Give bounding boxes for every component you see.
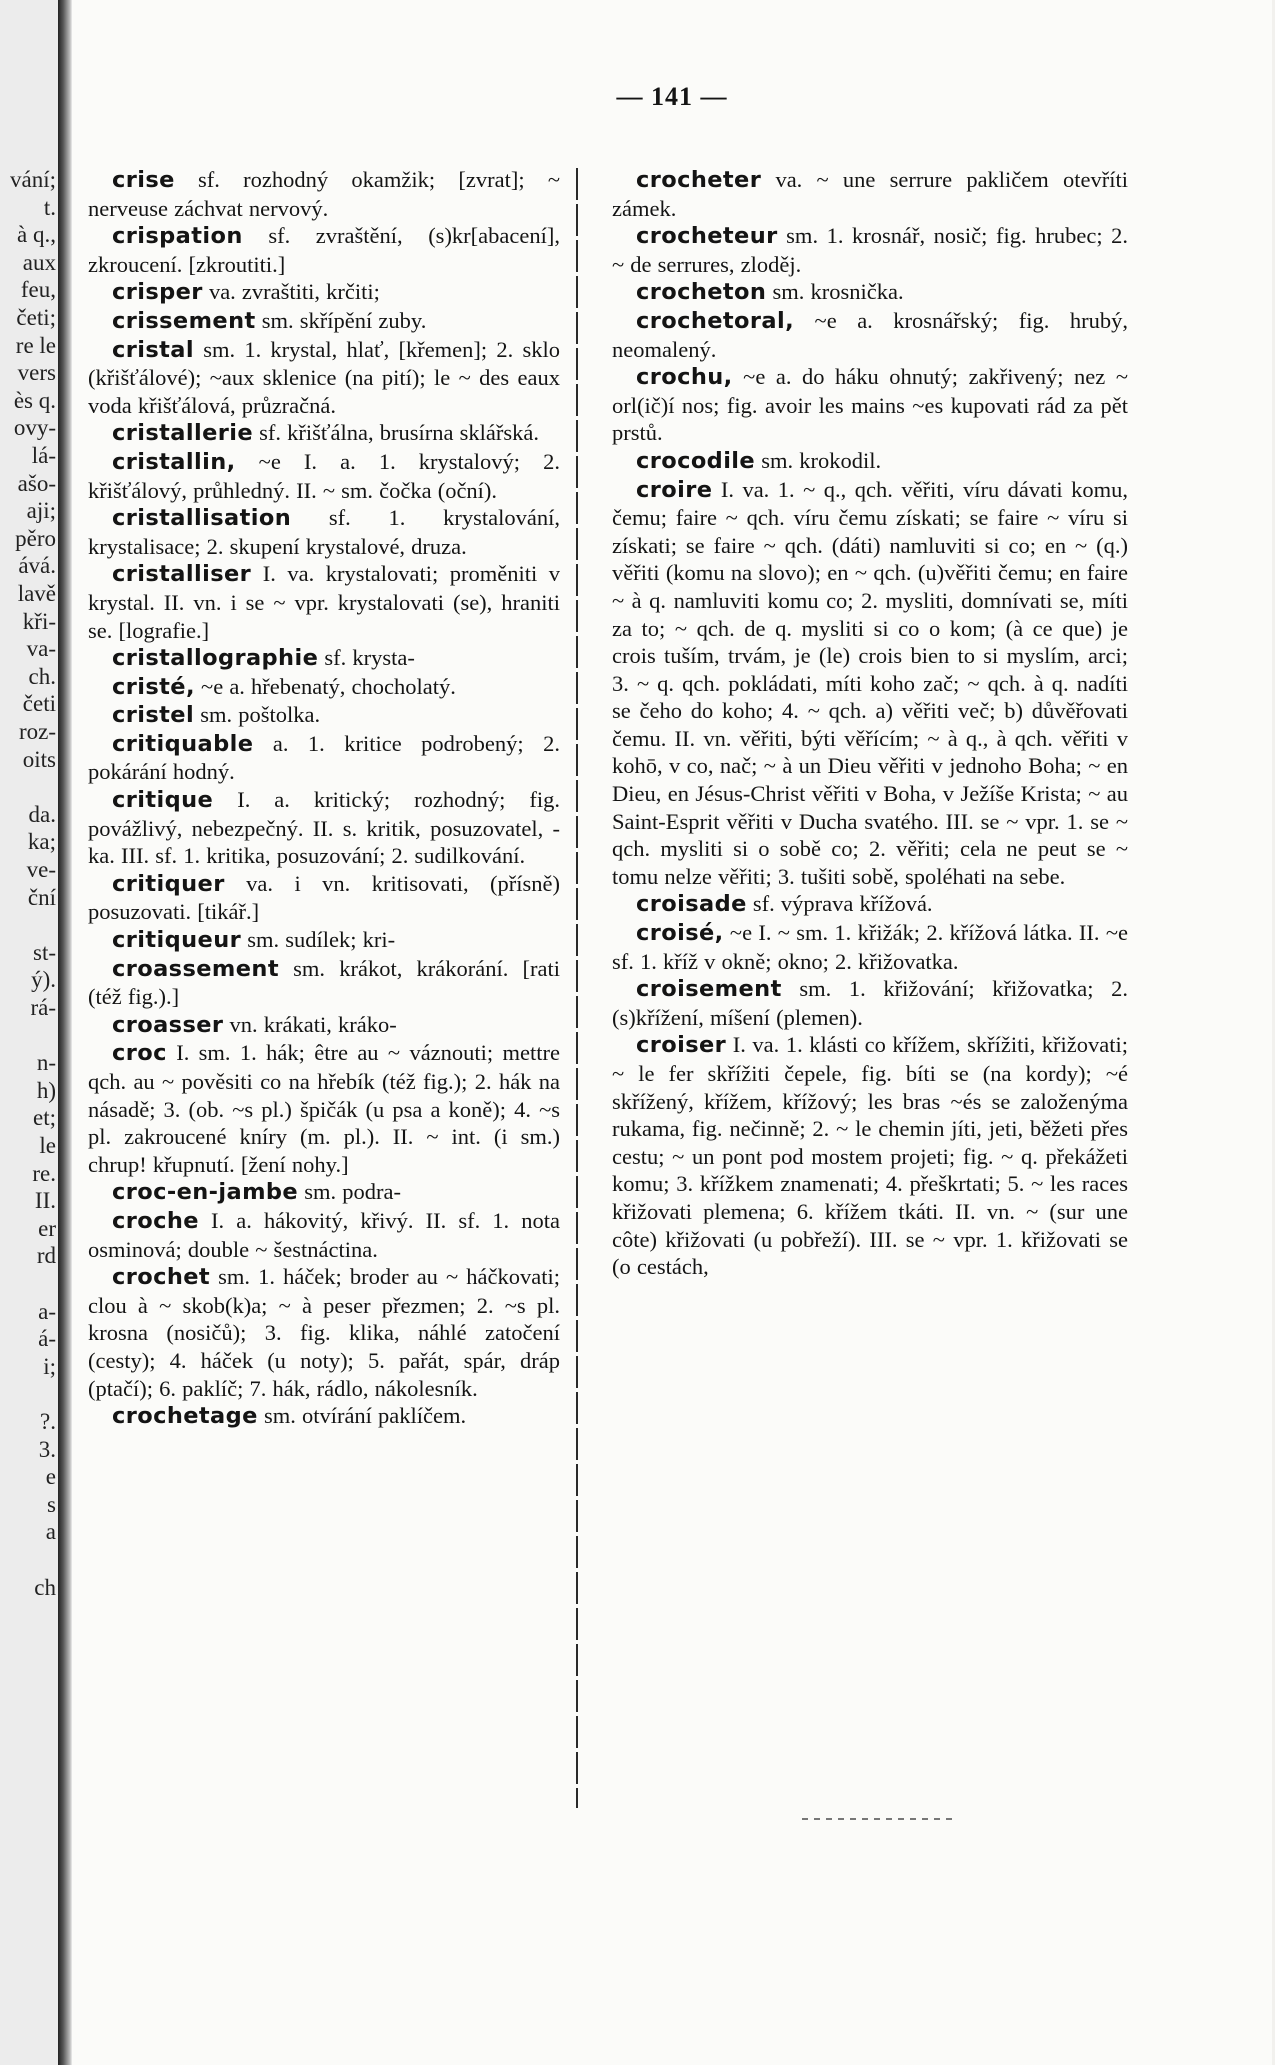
column-divider	[576, 168, 578, 1808]
entry-headword: critiquable	[112, 730, 254, 757]
entry-headword: crise	[112, 167, 175, 193]
dictionary-entry	[88, 560, 560, 644]
dictionary-entry	[88, 955, 560, 1011]
prev-page-fragment: a	[45, 1519, 56, 1545]
prev-page-fragment: lavě	[17, 581, 56, 606]
entry-headword: croc-en-jambe	[112, 1179, 299, 1206]
entry-definition: vn. krákati, kráko-	[223, 1011, 397, 1037]
entry-definition: sm. 1. háček; broder au ~ háčkovati; clou à ~ skob(k)a; ~ à peser přezmen; 2. ~s pl. krosna (nosičů); 3. fig. klika, náhlé zatočení (cesty); 4. háček (u noty); 5. pařát, spár, dráp (ptačí); 6. paklíč; 7. hák, rádlo, nákolesník.	[88, 1264, 560, 1401]
prev-page-fragment: lá-	[31, 443, 56, 468]
dictionary-entry	[88, 673, 560, 702]
dictionary-entry	[88, 1402, 560, 1431]
prev-page-fragment: ?.	[40, 1409, 56, 1434]
dictionary-entry	[612, 363, 1128, 447]
dictionary-entry	[612, 307, 1128, 363]
entry-definition: I. a. hákovitý, křivý. II. sf. 1. nota osminová; double ~ šestnáctina.	[88, 1207, 560, 1262]
entry-definition: a. 1. kritice podrobený; 2. pokárání hodný.	[88, 730, 560, 785]
prev-page-fragment: a-	[38, 1298, 56, 1324]
entry-definition: sm. sudílek; kri-	[241, 927, 396, 953]
dictionary-entry	[88, 870, 560, 926]
entry-definition: sm. krokodil.	[755, 447, 882, 473]
prev-page-fragment: četi;	[16, 305, 56, 330]
dictionary-entry	[88, 786, 560, 870]
entry-definition: I. sm. 1. hák; être au ~ váznouti; mettre qch. au ~ pověsiti co na hřebík (též fig.); 2. hák na násadě; 3. (ob. ~s pl.) špičák (u psa a koně); 4. ~s pl. zakroucené kníry (m. pl.). II. ~ int. (i sm.) chrup! křupnutí. [žení nohy.]	[88, 1040, 560, 1177]
prev-page-fragment: rd	[36, 1243, 56, 1269]
prev-page-fragment: aux	[22, 249, 56, 275]
prev-page-fragment: st-	[33, 939, 56, 965]
dictionary-entry	[612, 890, 1128, 919]
dictionary-entry	[88, 1207, 560, 1263]
entry-definition: sm. 1. krosnář, nosič; fig. hrubec; 2. ~ de serrures, zloděj.	[612, 223, 1128, 277]
prev-page-fragment: n-	[36, 1050, 56, 1076]
prev-page-fragment: ka;	[27, 829, 56, 855]
prev-page-fragment: ční	[27, 884, 56, 910]
prev-page-fragment: à q.,	[17, 222, 56, 248]
entry-definition: sf. krysta-	[318, 645, 415, 671]
prev-page-fragment: h)	[36, 1077, 56, 1103]
end-mark	[802, 1818, 952, 1820]
entry-definition: va. zvraštiti, krčiti;	[202, 279, 380, 305]
entry-headword: croc	[112, 1040, 167, 1067]
entry-definition: I. va. krystalovati; proměniti v krystal. II. vn. i se ~ vpr. krystalovati (se), hraniti se. [lografie.]	[88, 561, 560, 643]
prev-page-fragment: le	[39, 1133, 56, 1158]
prev-page-fragment: va-	[26, 636, 56, 662]
dictionary-entry	[88, 166, 560, 222]
entry-headword: crochetoral,	[636, 307, 795, 334]
prev-page-fragment: ch.	[28, 663, 56, 689]
entry-headword: critiquer	[112, 870, 225, 897]
prev-page-fragment: ý).	[31, 967, 56, 993]
dictionary-entry	[612, 278, 1128, 307]
entry-headword: crissement	[112, 307, 256, 334]
entry-definition: sm. otvírání paklíčem.	[257, 1403, 467, 1429]
right-column	[612, 166, 1128, 1816]
entry-definition: sf. zvraštění, (s)kr[abacení], zkroucení. [zkroutiti.]	[88, 223, 560, 277]
prev-page-fragment: er	[38, 1215, 56, 1241]
entry-definition: sf. výprava křížová.	[746, 891, 933, 917]
left-column	[88, 166, 560, 1816]
entry-headword: cristal	[112, 336, 194, 363]
dictionary-entry	[612, 476, 1128, 891]
dictionary-entry	[88, 1039, 560, 1178]
entry-headword: critiqueur	[112, 927, 242, 954]
prev-page-fragment: oits	[22, 746, 56, 772]
dictionary-entry	[88, 419, 560, 448]
entry-headword: croisé,	[636, 920, 724, 947]
entry-definition: ~e I. a. 1. krystalový; 2. křišťálový, průhledný. II. ~ sm. čočka (oční).	[88, 448, 560, 503]
prev-page-fragment: da.	[28, 801, 56, 827]
prev-page-fragment: aji;	[26, 498, 56, 524]
entry-definition: va. i vn. kritisovati, (přísně) posuzovati. [tikář.]	[88, 870, 560, 925]
entry-headword: crocheton	[636, 279, 767, 306]
entry-definition: ~e I. ~ sm. 1. křižák; 2. křížová látka. II. ~e sf. 1. kříž v okně; okno; 2. křižovatka.	[612, 920, 1128, 974]
entry-headword: croisade	[636, 891, 747, 918]
dictionary-entry	[612, 166, 1128, 222]
entry-headword: croisement	[636, 976, 782, 1003]
dictionary-entry	[612, 222, 1128, 278]
entry-definition: ~e a. hřebenatý, chocholatý.	[194, 673, 456, 699]
entry-headword: croasser	[112, 1011, 224, 1038]
prev-page-fragment: pěro	[15, 525, 56, 551]
dictionary-entry	[88, 1011, 560, 1040]
dictionary-entry	[88, 644, 560, 673]
prev-page-fragment: á-	[38, 1326, 56, 1352]
entry-headword: crisper	[112, 279, 203, 306]
dictionary-entry	[612, 1031, 1128, 1280]
prev-page-fragment: kři-	[22, 608, 56, 634]
entry-definition: sm. krákot, krákorání. [rati (též fig.).]	[88, 955, 560, 1010]
entry-definition: sm. poštolka.	[194, 702, 321, 728]
dictionary-entry	[612, 975, 1128, 1031]
dictionary-entry	[88, 504, 560, 560]
entry-headword: crocheteur	[636, 223, 778, 250]
dictionary-entry	[88, 730, 560, 786]
entry-definition: I. va. 1. ~ q., qch. věřiti, víru dávati komu, čemu; faire ~ qch. víru čemu získati; se faire ~ víru si získati; se faire ~ qch. (dáti) namluviti si co; en ~ (q.) věřiti (komu na slovo); en ~ qch. (u)věřiti čemu; en faire ~ à q. namluviti komu co; 2. mysliti, domnívati se, míti za to; ~ qch. de q. mysliti si co o kom; (à ce que) je crois tuším, trvám, je (le) crois bien to si myslím, arci; 3. ~ q. qch. pokládati, míti koho zač; ~ qch. à q. nadíti se čeho do koho; 4. ~ qch. a) věřiti več; b) důvěřovati čemu. II. vn. věřiti, býti věřícím; ~ à q., à qch. věřiti v kohō, v co, nač; ~ à un Dieu věřiti v jednoho Boha; ~ en Dieu, en Jésus-Christ věřiti v Boha, v Ježíše Krista; ~ au Saint-Esprit věřiti v Ducha svatého. III. se ~ vpr. 1. se ~ qch. mysliti si o sobě co; 2. věřiti; cela ne peut se ~ tomu nelze věřiti; 3. tušiti sobě, spoléhati na sebe.	[612, 476, 1128, 889]
entry-definition: sm. podra-	[298, 1179, 401, 1205]
entry-headword: crispation	[112, 223, 243, 250]
prev-page-fragment: re.	[32, 1160, 56, 1186]
prev-page-fragment: ch	[34, 1574, 56, 1600]
entry-definition: sm. skřípění zuby.	[255, 307, 427, 333]
entry-headword: croiser	[636, 1032, 727, 1059]
prev-page-fragment: ává.	[18, 553, 56, 579]
prev-page-fragment: et;	[33, 1105, 56, 1131]
entry-headword: cristallin,	[112, 448, 236, 475]
entry-definition: sf. rozhodný okamžik; [zvrat]; ~ nerveuse záchvat nervový.	[88, 167, 560, 221]
entry-headword: crocodile	[636, 447, 756, 474]
entry-definition: ~e a. krosnářský; fig. hrubý, neomalený.	[612, 307, 1128, 362]
prev-page-fragment: i;	[43, 1353, 56, 1379]
prev-page-fragment: roz-	[18, 719, 56, 744]
book-gutter	[58, 0, 72, 2065]
prev-page-fragment: II.	[34, 1188, 56, 1214]
prev-page-fragment: t.	[43, 194, 56, 220]
entry-headword: cristallisation	[112, 505, 292, 532]
prev-page-fragment: e	[45, 1464, 56, 1490]
entry-definition: va. ~ une serrure pakličem otevříti zámek.	[612, 167, 1128, 221]
page-number: — 141 —	[616, 82, 728, 111]
entry-headword: cristallographie	[112, 645, 319, 672]
dictionary-entry	[88, 1263, 560, 1402]
dictionary-entry	[88, 222, 560, 278]
prev-page-fragment: četi	[22, 691, 56, 717]
entry-definition: I. a. kritický; rozhodný; fig. povážlivý, nebezpečný. II. s. kritik, posuzovatel, -ka. III. sf. 1. kritika, posuzování; 2. sudilkování.	[88, 787, 560, 869]
entry-headword: cristel	[112, 702, 195, 729]
prev-page-fragment: feu,	[20, 277, 56, 303]
prev-page-fragment: s	[47, 1491, 56, 1517]
entry-headword: croassement	[112, 955, 279, 982]
dictionary-entry	[88, 336, 560, 420]
prev-page-fragment: 3.	[38, 1436, 56, 1462]
entry-headword: critique	[112, 787, 214, 814]
entry-headword: crochu,	[636, 364, 733, 391]
entry-definition: sf. 1. krystalování, krystalisace; 2. skupení krystalové, druza.	[88, 505, 560, 559]
dictionary-entry	[88, 926, 560, 955]
prev-page-fragment: ès q.	[13, 387, 56, 413]
dictionary-entry	[88, 1178, 560, 1207]
prev-page-fragment: ve-	[26, 857, 56, 882]
dictionary-page	[72, 0, 1272, 2065]
entry-definition: sm. 1. krystal, hlať, [křemen]; 2. sklo (křišťálové); ~aux sklenice (na pití); le ~ des eaux voda křišťálová, průzračná.	[88, 336, 560, 418]
prev-page-fragment: vers	[17, 360, 56, 386]
previous-page-edge	[0, 0, 59, 2065]
entry-definition: I. va. 1. klásti co křížem, skřížiti, křižovati; ~ le fer skřížiti čepele, fig. bíti se (na kordy); ~é skřížený, křížem, křížový; les bras ~és se založenýma rukama, fig. nečinně; 2. ~ le chemin jíti, jeti, běžeti přes cestu; ~ un pont pod mostem projeti; fig. ~ q. překážeti komu; 3. křížkem znamenati; 4. přeškrtati; 5. ~ les races křižovati plemena; 6. křížem tkáti. II. vn. ~ (sur une côte) křižovati (u pobřeží). III. se ~ vpr. 1. křižovati se (o cestách,	[612, 1032, 1128, 1280]
prev-page-fragment: vání;	[10, 167, 56, 192]
dictionary-entry	[612, 919, 1128, 975]
dictionary-entry	[88, 278, 560, 307]
prev-page-fragment: ašo-	[17, 470, 56, 496]
entry-headword: croche	[112, 1207, 199, 1234]
dictionary-entry	[88, 307, 560, 336]
dictionary-entry	[612, 447, 1128, 476]
entry-headword: cristallerie	[112, 420, 254, 447]
entry-headword: croire	[636, 476, 713, 503]
prev-page-fragment: ovy-	[13, 415, 56, 441]
entry-headword: crochet	[112, 1264, 211, 1291]
entry-headword: crocheter	[636, 167, 762, 193]
entry-definition: sm. 1. křižování; křižovatka; 2. (s)křížení, míšení (plemen).	[612, 976, 1128, 1030]
entry-headword: crochetage	[112, 1403, 258, 1430]
dictionary-entry	[88, 448, 560, 504]
dictionary-entry	[88, 701, 560, 730]
entry-definition: ~e a. do háku ohnutý; zakřivený; nez ~ orl(ič)í nos; fig. avoir les mains ~es kupovati rád za pět prstů.	[612, 364, 1128, 446]
entry-headword: cristé,	[112, 673, 195, 700]
prev-page-fragment: re le	[15, 332, 56, 358]
prev-page-fragment: rá-	[30, 995, 56, 1020]
entry-definition: sm. krosnička.	[766, 279, 904, 305]
entry-headword: cristalliser	[112, 561, 252, 588]
entry-definition: sf. křišťálna, brusírna sklářská.	[253, 420, 539, 446]
